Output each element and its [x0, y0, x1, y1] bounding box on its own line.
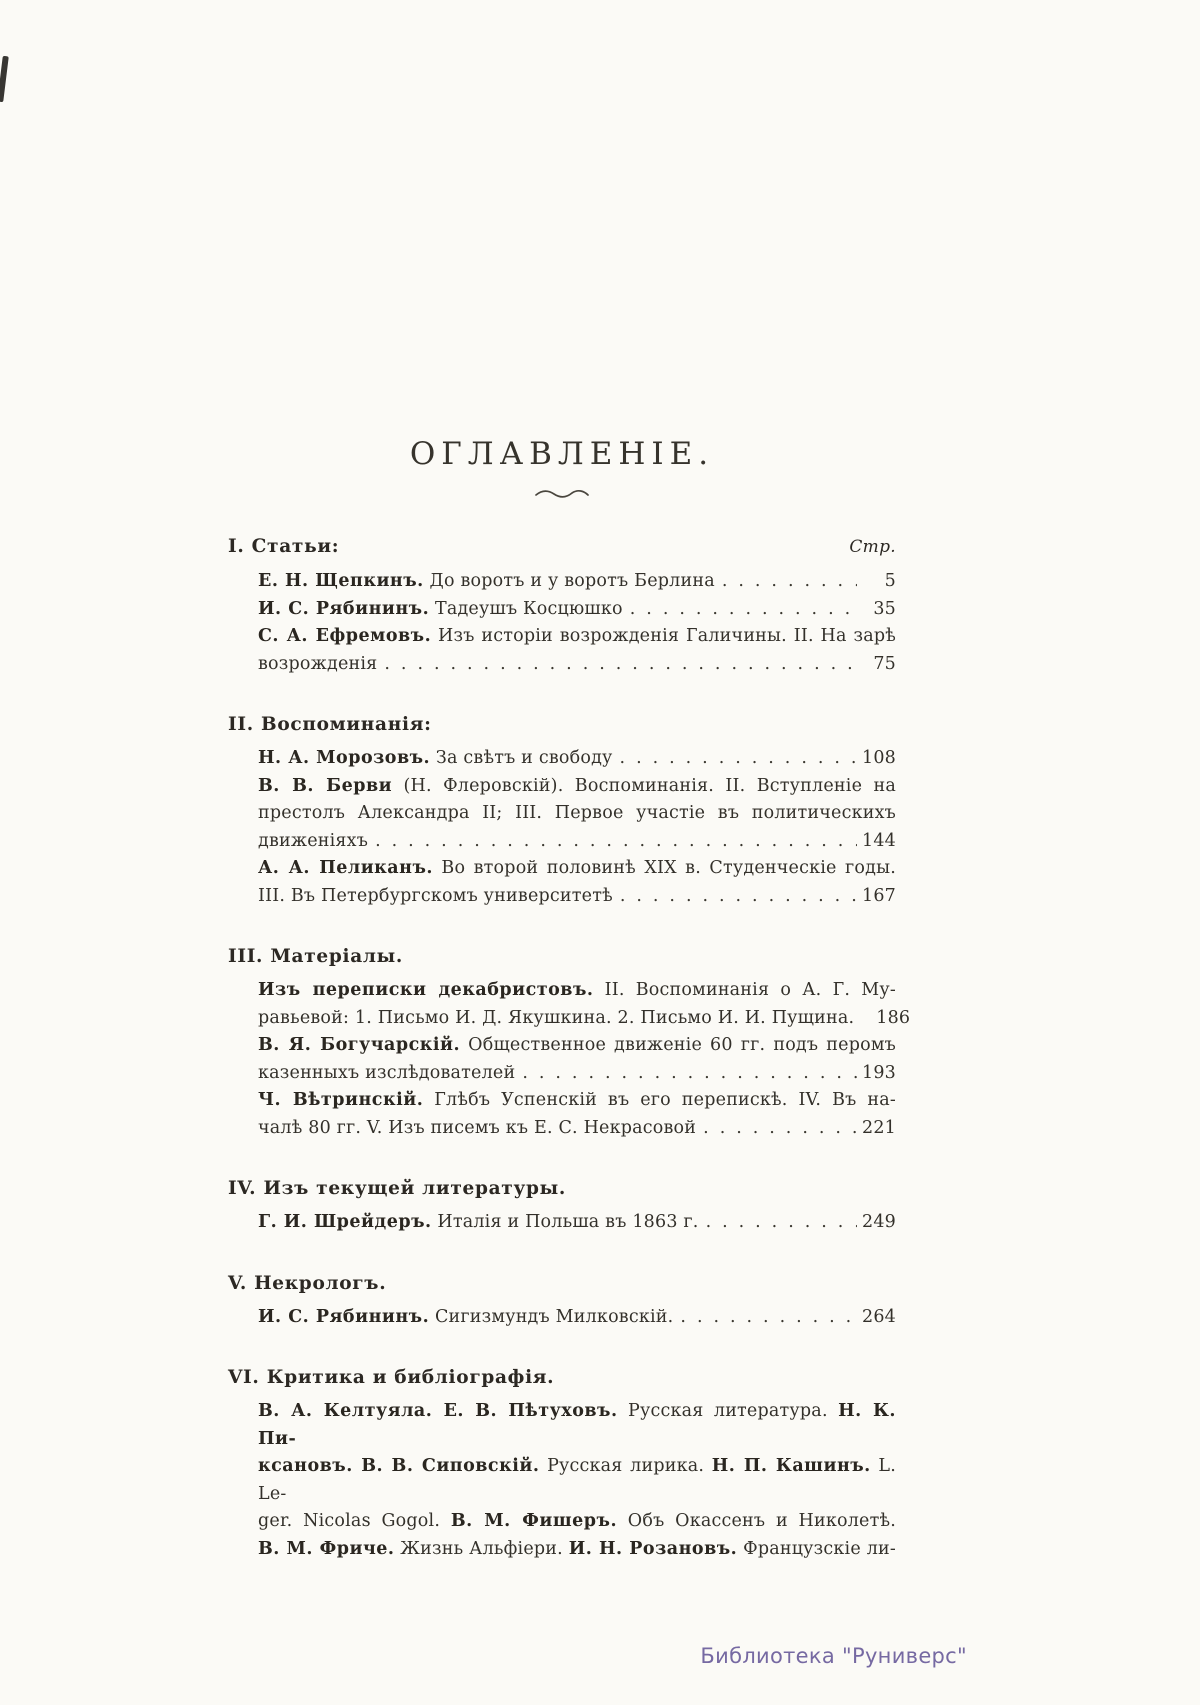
section-heading-label: V. Некрологъ. — [228, 1272, 387, 1294]
entry-text: III. Въ Петербургскомъ университетѣ — [258, 885, 613, 906]
dot-leader — [680, 1304, 857, 1332]
toc-entry-line — [258, 568, 896, 596]
section-heading — [228, 711, 896, 738]
page-number: 193 — [861, 1062, 896, 1083]
dot-leader — [706, 1209, 857, 1237]
toc-entry — [258, 1087, 896, 1142]
toc-entry — [258, 1032, 896, 1087]
page-number: 35 — [873, 598, 896, 619]
toc-entry — [258, 977, 911, 1032]
toc-entry-line: В. А. Келтуяла. Е. В. Пѣтуховъ. Русская литература. Н. К. Пи- — [258, 1401, 897, 1449]
section-heading — [228, 943, 896, 970]
toc-section — [228, 943, 911, 1142]
toc-sections — [228, 533, 911, 1563]
toc-entry-line — [258, 1304, 896, 1332]
section-heading — [228, 533, 896, 561]
page-number: 249 — [861, 1212, 896, 1232]
entry-text: И. С. Рябининъ. Сигизмундъ Милковскій. — [258, 1306, 674, 1327]
toc-entry-line — [258, 883, 896, 911]
section-heading — [228, 1364, 896, 1391]
toc-entry — [258, 773, 896, 856]
toc-entry-line — [258, 1115, 896, 1143]
toc-entry-line: Изъ переписки декабристовъ. II. Воспоминанія о А. Г. Му- — [258, 980, 897, 1000]
section-heading-label: IV. Изъ текущей литературы. — [228, 1178, 567, 1199]
section-heading — [228, 1175, 896, 1202]
toc-entry-line: ксановъ. В. В. Сиповскій. Русская лирика. Н. П. Кашинъ. L. Le- — [258, 1456, 896, 1504]
entry-text: возрожденія — [258, 653, 378, 674]
toc-entry-line: А. А. Пеликанъ. Во второй половинѣ XIX в. Студенческіе годы. — [258, 858, 896, 878]
table-of-contents — [228, 436, 911, 1563]
entry-text: казенныхъ изслѣдователей — [258, 1062, 516, 1083]
section-heading-label: III. Матеріалы. — [228, 946, 404, 967]
toc-entry — [258, 568, 896, 596]
toc-entry — [258, 855, 896, 910]
page-number: 264 — [861, 1306, 896, 1327]
page-number: 144 — [861, 830, 896, 851]
toc-entry-line: Ч. Вѣтринскій. Глѣбъ Успенскій въ его перепискѣ. IV. Въ на- — [258, 1090, 896, 1110]
library-watermark: Библиотека "Руниверс" — [700, 1644, 967, 1668]
toc-entry-line — [258, 1209, 896, 1237]
page-column-header: Стр. — [849, 537, 896, 557]
entry-text: движеніяхъ — [258, 830, 369, 851]
page-title: ОГЛАВЛЕНІЕ. — [409, 436, 715, 472]
toc-section — [228, 1364, 896, 1563]
page-number: 167 — [861, 885, 896, 906]
section-heading-label: VI. Критика и библіографія. — [228, 1367, 555, 1388]
entry-text: чалѣ 80 гг. V. Изъ писемъ къ Е. С. Некрасовой — [258, 1117, 697, 1138]
section-heading-label: I. Статьи: — [228, 536, 340, 557]
toc-entry-line: В. В. Берви (Н. Флеровскій). Воспоминанія. II. Вступленіе на — [258, 775, 896, 796]
toc-section — [228, 711, 896, 910]
dot-leader — [722, 568, 857, 596]
page-number: 221 — [861, 1117, 896, 1138]
toc-entry-line — [258, 1060, 896, 1088]
toc-entry-line: С. А. Ефремовъ. Изъ исторіи возрожденія Галичины. II. На зарѣ — [258, 626, 896, 646]
entry-text: Н. А. Морозовъ. За свѣтъ и свободу — [258, 748, 613, 768]
scan-edge-artifact — [0, 56, 9, 102]
entry-text: Е. Н. Щепкинъ. До воротъ и у воротъ Берлина — [258, 571, 715, 591]
toc-entry-line: В. Я. Богучарскій. Общественное движеніе 60 гг. подъ перомъ — [258, 1035, 896, 1055]
dot-leader — [630, 596, 857, 624]
toc-entry — [258, 745, 896, 773]
page-number: 108 — [861, 748, 896, 768]
entry-text: И. С. Рябининъ. Тадеушъ Косцюшко — [258, 598, 623, 619]
toc-entry-line — [258, 745, 896, 773]
dot-leader — [620, 745, 857, 773]
dot-leader — [522, 1060, 857, 1088]
toc-entry-line — [258, 651, 896, 679]
entry-text: равьевой: 1. Письмо И. Д. Якушкина. 2. Письмо И. И. Пущина. — [258, 1007, 855, 1028]
toc-entry — [258, 1209, 896, 1237]
dot-leader — [384, 651, 857, 679]
entry-text: Г. И. Шрейдеръ. Италія и Польша въ 1863 г. — [258, 1212, 699, 1232]
toc-entry — [258, 1398, 896, 1563]
toc-entry — [258, 1304, 896, 1332]
toc-section — [228, 1270, 896, 1332]
toc-entry-line: ger. Nicolas Gogol. В. М. Фишеръ. Объ Окассенъ и Николетѣ. — [258, 1511, 897, 1531]
dot-leader — [620, 883, 857, 911]
flourish-divider — [533, 488, 591, 500]
page-number: 5 — [884, 571, 896, 591]
toc-entry-line — [258, 828, 896, 856]
toc-entry-line: В. М. Фриче. Жизнь Альфіери. И. Н. Розановъ. Французскіе ли- — [258, 1538, 897, 1559]
toc-entry-line: престолъ Александра II; III. Первое участіе въ политическихъ — [258, 803, 896, 823]
toc-section — [228, 1175, 896, 1237]
page-number: 75 — [873, 653, 896, 674]
section-heading — [228, 1270, 896, 1297]
page-number: 186 — [876, 1007, 911, 1028]
section-heading-label: II. Воспоминанія: — [228, 714, 432, 735]
toc-entry — [258, 623, 896, 678]
toc-section — [228, 533, 896, 678]
dot-leader — [375, 828, 857, 856]
toc-entry — [258, 596, 896, 624]
toc-entry-line — [258, 596, 896, 624]
toc-entry-line — [258, 1005, 911, 1033]
dot-leader — [703, 1115, 857, 1143]
